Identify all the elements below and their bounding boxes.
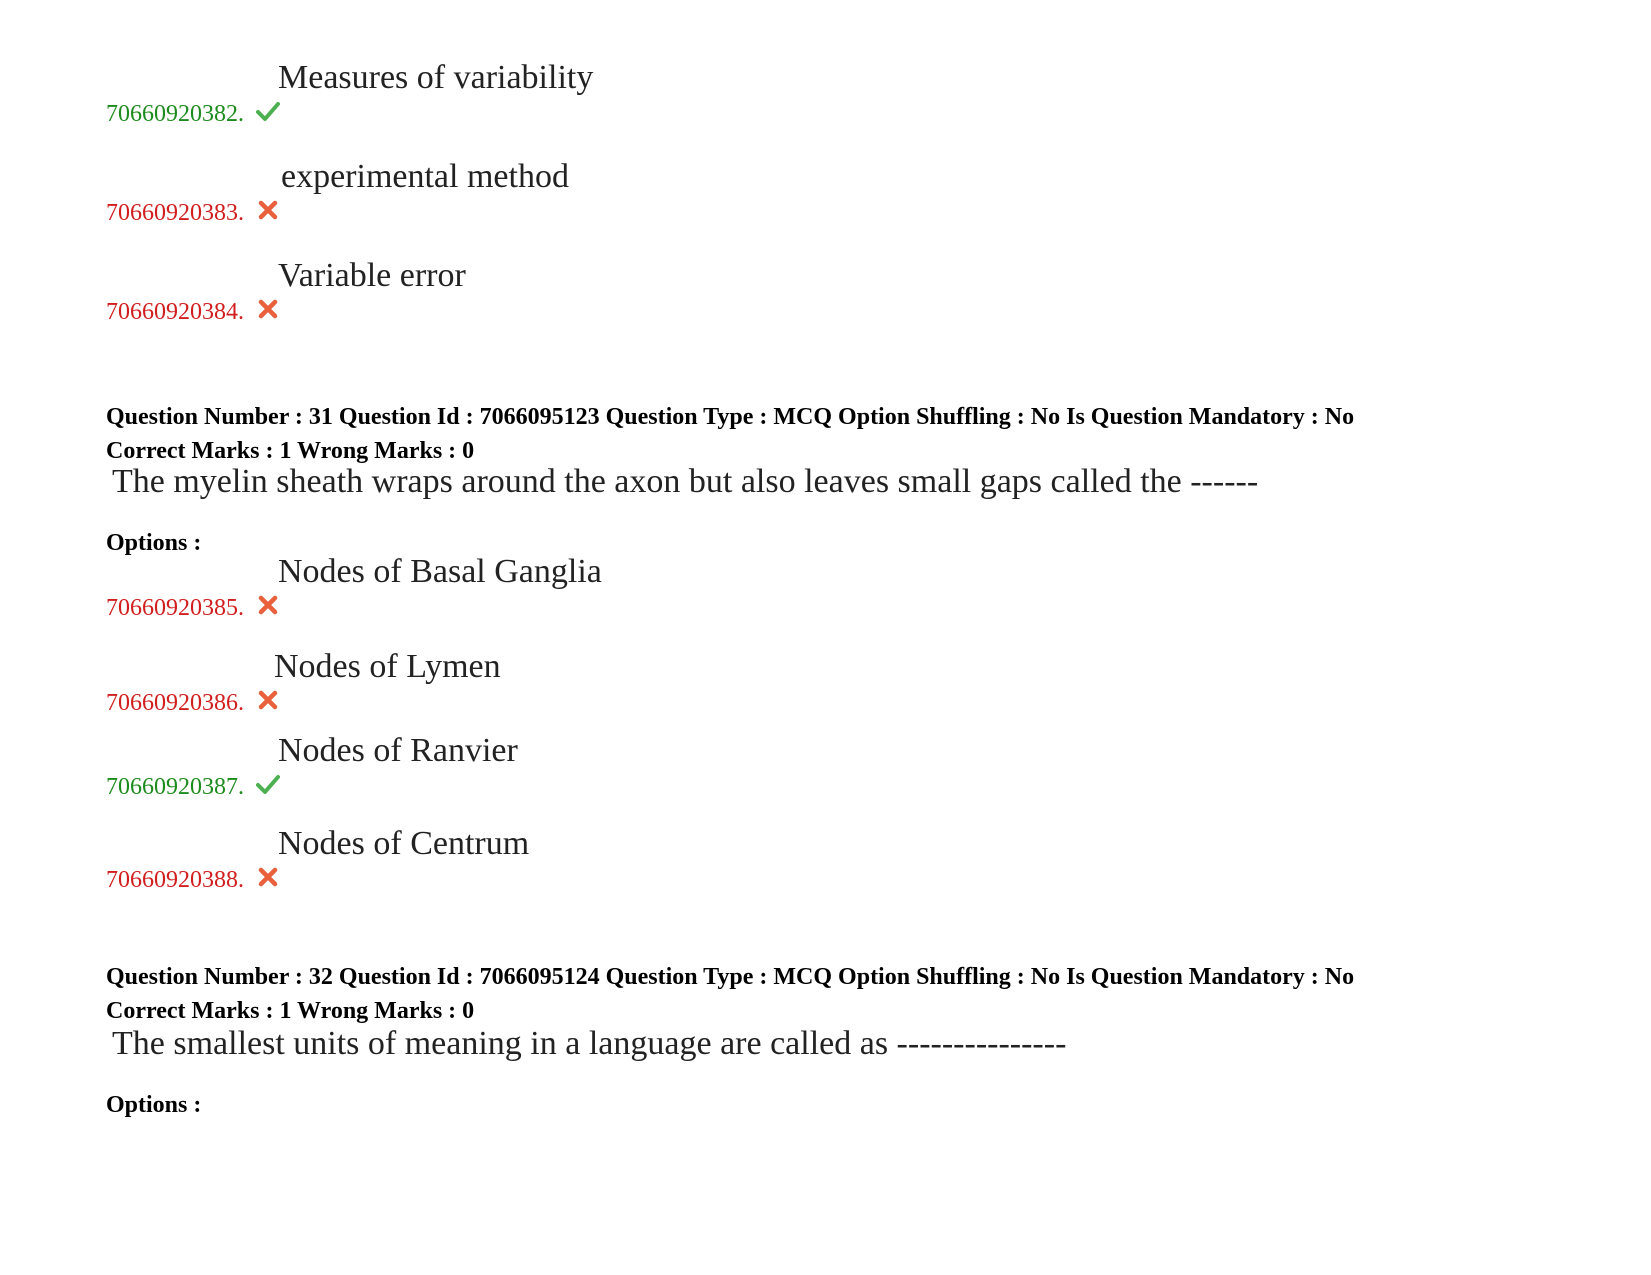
question-meta-line: Question Number : 31 Question Id : 7066095123 Question Type : MCQ Option Shuffling : No Is Question Mandatory : No (106, 404, 1355, 430)
options-label: Options : (106, 1092, 202, 1118)
option-row (106, 647, 1006, 717)
cross-icon (256, 298, 280, 320)
option-row (106, 157, 1006, 227)
option-row (106, 256, 1006, 326)
option-id: 70660920386. (106, 690, 244, 716)
option-id: 70660920385. (106, 595, 244, 621)
option-text: Nodes of Basal Ganglia (278, 553, 602, 590)
option-row (106, 824, 1006, 894)
option-text: experimental method (281, 158, 569, 195)
option-id: 70660920382. (106, 101, 244, 127)
check-icon (256, 773, 280, 795)
option-id: 70660920384. (106, 299, 244, 325)
question-marks-line: Correct Marks : 1 Wrong Marks : 0 (106, 438, 475, 464)
question-text: The smallest units of meaning in a language are called as --------------- (112, 1025, 1067, 1062)
option-text: Nodes of Centrum (278, 825, 530, 862)
cross-icon (256, 199, 280, 221)
cross-icon (256, 594, 280, 616)
cross-icon (256, 866, 280, 888)
option-row (106, 58, 1006, 128)
question-meta (106, 960, 1556, 1028)
option-row (106, 731, 1006, 801)
question-meta-line: Question Number : 32 Question Id : 7066095124 Question Type : MCQ Option Shuffling : No Is Question Mandatory : No (106, 964, 1355, 990)
option-text: Variable error (278, 257, 466, 294)
question-meta (106, 400, 1556, 468)
question-marks-line: Correct Marks : 1 Wrong Marks : 0 (106, 998, 475, 1024)
cross-icon (256, 689, 280, 711)
option-text: Nodes of Lymen (274, 648, 501, 685)
option-id: 70660920388. (106, 867, 244, 893)
option-id: 70660920383. (106, 200, 244, 226)
options-label: Options : (106, 530, 202, 556)
check-icon (256, 100, 280, 122)
question-text: The myelin sheath wraps around the axon but also leaves small gaps called the ------ (112, 463, 1259, 500)
option-id: 70660920387. (106, 774, 244, 800)
option-text: Nodes of Ranvier (278, 732, 518, 769)
option-text: Measures of variability (278, 59, 594, 96)
option-row (106, 552, 1006, 622)
